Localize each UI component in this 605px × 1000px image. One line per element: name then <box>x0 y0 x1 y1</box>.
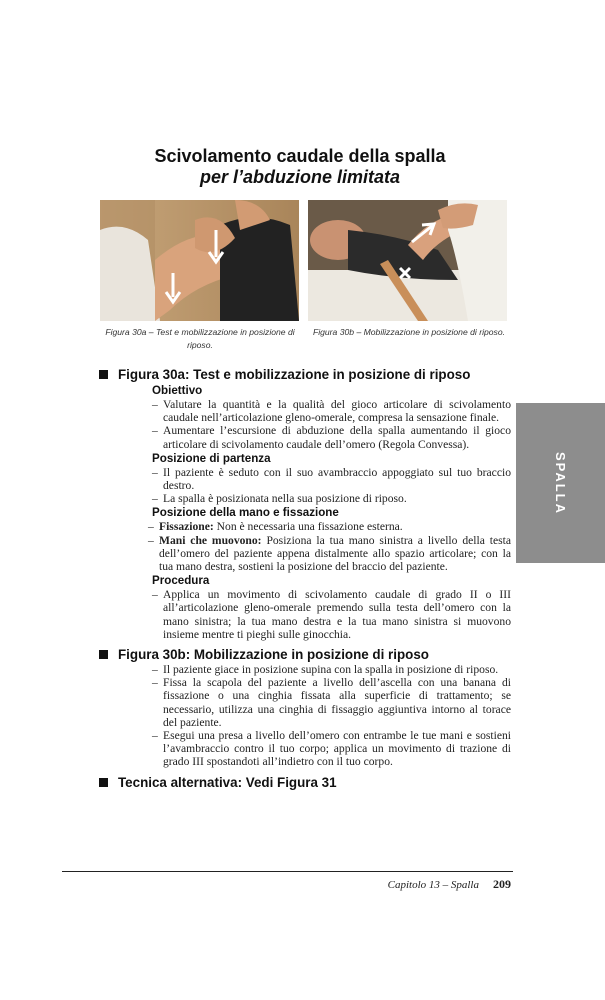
page-number: 209 <box>493 877 511 891</box>
section-heading-text: Figura 30b: Mobilizzazione in posizione di riposo <box>118 647 429 663</box>
list-procedura <box>152 588 511 641</box>
footer-divider <box>62 871 513 872</box>
figure-30b-caption: Figura 30b – Mobilizzazione in posizione di riposo. <box>312 327 506 337</box>
list-mano <box>148 520 511 573</box>
figure-30b-photo <box>308 200 507 321</box>
figure-30a-photo <box>100 200 299 321</box>
list-item: – Aumentare l’escursione di abduzione della spalla aumentando il gioco articolare di scivolamento caudale dell’omero (Regola Convessa). <box>152 424 511 451</box>
list-item: – Il paziente è seduto con il suo avambraccio appoggiato sul tuo braccio destro. <box>152 465 511 493</box>
footer-chapter: Capitolo 13 – Spalla <box>387 879 479 891</box>
list-item: – Il paziente giace in posizione supina con la spalla in posizione di riposo. <box>152 663 499 677</box>
chapter-thumb-label: SPALLA <box>553 451 569 515</box>
list-obiettivo <box>152 398 511 451</box>
main-content <box>99 366 511 791</box>
subheading-partenza: Posizione di partenza <box>152 451 271 465</box>
section-heading-30a <box>99 366 511 383</box>
section-heading-text: Figura 30a: Test e mobilizzazione in posizione di riposo <box>118 367 471 382</box>
figure-30a-caption: Figura 30a – Test e mobilizzazione in posizione di riposo. <box>105 327 295 350</box>
list-item: – La spalla è posizionata nella sua posizione di riposo. <box>152 492 407 506</box>
square-bullet-icon <box>99 778 108 787</box>
list-item: – Mani che muovono: Posiziona la tua mano sinistra a livello della testa dell’omero del paziente appena distalmente allo spazio articolare; con la tua mano destra, sostieni la posizione del braccio del paziente. <box>148 533 512 574</box>
list-item: – Esegui una presa a livello dell’omero con entrambe le tue mani e sostieni l’avambraccio contro il tuo corpo; applica un movimento di trazione di grado III spostandoti all’indietro con il tuo corpo. <box>152 729 511 769</box>
page-footer <box>200 877 511 892</box>
list-item: – Fissa la scapola del paziente a livello dell’ascella con una banana di fissazione o una cinghia fissata alla superficie di trattamento; se necessario, utilizza una cinghia di fissaggio aggiuntiva intorno al torace del paziente. <box>152 676 511 729</box>
page-subtitle: per l’abduzione limitata <box>199 167 401 187</box>
list-item: – Fissazione: Non è necessaria una fissazione esterna. <box>148 520 403 534</box>
subheading-procedura: Procedura <box>152 574 210 588</box>
list-30b <box>152 663 511 769</box>
section-heading-text: Tecnica alternativa: Vedi Figura 31 <box>118 774 337 790</box>
page-title: Scivolamento caudale della spalla <box>154 146 446 166</box>
section-heading-30b <box>99 646 511 663</box>
list-partenza <box>152 466 511 506</box>
section-heading-alternativa <box>99 774 511 791</box>
list-item: – Applica un movimento di scivolamento caudale di grado II o III all’articolazione gleno-omerale premendo sulla testa dell’omero con la mano sinistra; la tua mano destra e la tua mano sinistra si muovono insieme mentre ti pieghi sulle ginocchia. <box>152 588 511 641</box>
subheading-obiettivo: Obiettivo <box>152 384 203 397</box>
list-item: – Valutare la quantità e la qualità del gioco articolare di scivolamento caudale nell’articolazione gleno-omerale, compresa la sensazione finale. <box>152 398 511 425</box>
square-bullet-icon <box>99 370 108 379</box>
subheading-mano: Posizione della mano e fissazione <box>152 506 339 520</box>
square-bullet-icon <box>99 650 108 659</box>
